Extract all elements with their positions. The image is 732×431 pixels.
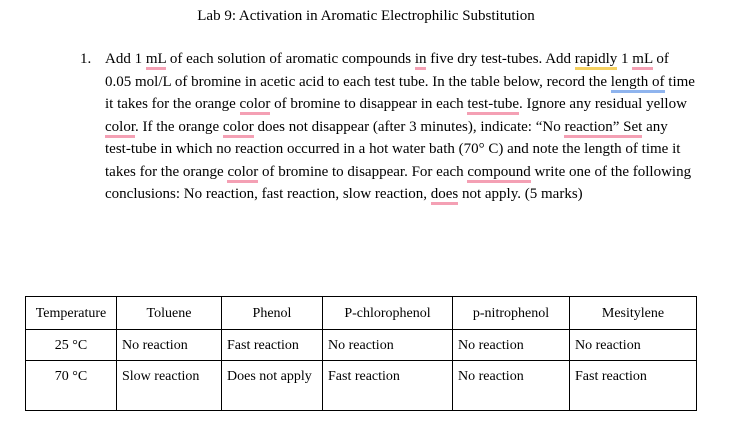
text-segment: does not disappear (after 3 minutes), indicate: “No — [253, 118, 565, 135]
style-mark[interactable]: length of — [611, 74, 665, 93]
table-cell[interactable]: 70 °C — [26, 361, 117, 411]
text-segment: write one of the following conclusions: No reaction, fast reaction, slow reaction, — [105, 163, 692, 202]
spellcheck-mark[interactable]: test-tube — [467, 96, 519, 115]
spellcheck-mark[interactable]: color — [105, 119, 135, 138]
text-segment: of bromine to disappear in each — [270, 96, 468, 112]
table-cell[interactable]: No reaction — [453, 330, 570, 361]
results-table — [25, 296, 697, 411]
lab-title: Lab 9: Activation in Aromatic Electrophilic Substitution — [197, 8, 535, 24]
spellcheck-mark[interactable]: in — [415, 51, 427, 70]
table-cell[interactable]: 25 °C — [26, 330, 117, 361]
column-header: p-nitrophenol — [453, 297, 570, 330]
text-segment: of bromine to disappear. For each — [258, 163, 468, 180]
spellcheck-mark[interactable]: color — [223, 119, 254, 138]
grammar-mark[interactable]: rapidly — [575, 51, 618, 70]
spellcheck-mark[interactable]: mL — [146, 51, 166, 70]
column-header: Temperature — [26, 297, 117, 330]
spellcheck-mark[interactable]: reaction” Set — [564, 119, 642, 138]
table-row — [26, 330, 697, 361]
text-segment: of 0.05 mol/L of bromine in acetic acid to each test tube. In the table below, record the — [105, 51, 669, 90]
table-header-row — [26, 297, 697, 330]
table-cell[interactable]: Does not apply — [222, 361, 323, 411]
table-cell[interactable]: Fast reaction — [323, 361, 453, 411]
spellcheck-mark[interactable]: mL — [632, 51, 652, 70]
spellcheck-mark[interactable]: compound — [467, 164, 530, 183]
column-header: Mesitylene — [570, 297, 697, 330]
text-segment: 1 — [617, 51, 633, 67]
text-segment: . If the orange — [135, 118, 223, 135]
table-cell[interactable]: No reaction — [570, 330, 697, 361]
question-text — [105, 48, 695, 206]
text-segment: five dry test-tubes. Add — [426, 51, 575, 67]
table-cell[interactable]: No reaction — [323, 330, 453, 361]
table-row — [26, 361, 697, 411]
text-segment: Add 1 — [105, 51, 146, 67]
text-segment: . Ignore any residual yellow — [519, 96, 687, 112]
column-header: Toluene — [117, 297, 222, 330]
spellcheck-mark[interactable]: color — [240, 96, 271, 115]
table-cell[interactable]: Fast reaction — [570, 361, 697, 411]
question-number: 1. — [80, 51, 92, 67]
table-cell[interactable]: No reaction — [453, 361, 570, 411]
column-header: P-chlorophenol — [323, 297, 453, 330]
spellcheck-mark[interactable]: does — [431, 186, 459, 205]
table-cell[interactable]: Fast reaction — [222, 330, 323, 361]
table-cell[interactable]: Slow reaction — [117, 361, 222, 411]
spellcheck-mark[interactable]: color — [227, 164, 258, 183]
text-segment: any test-tube in which no reaction occurred in a hot water bath (70° C) and note the length of time it takes for the orange — [105, 118, 681, 180]
table-cell[interactable]: No reaction — [117, 330, 222, 361]
text-segment: of each solution of aromatic compounds — [166, 51, 415, 67]
column-header: Phenol — [222, 297, 323, 330]
text-segment: time it takes for the orange — [105, 73, 695, 112]
text-segment: not apply. (5 marks) — [458, 186, 583, 202]
